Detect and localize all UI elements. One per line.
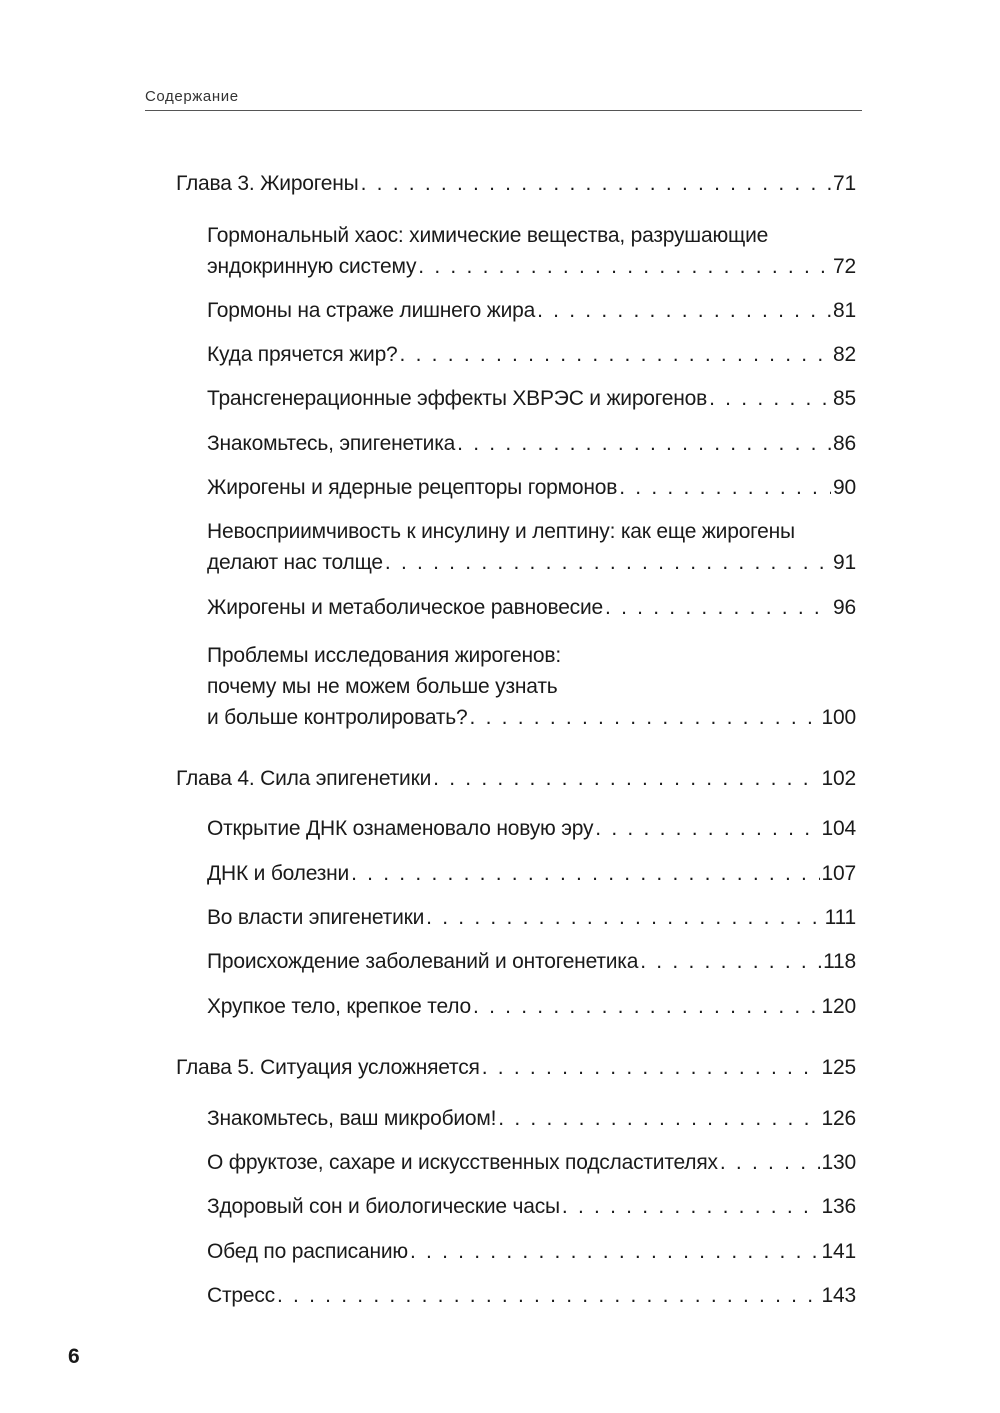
toc-page-number: 126 [821, 1107, 856, 1130]
toc-section-entry [207, 640, 856, 733]
toc-entry-last-line [207, 991, 856, 1022]
toc-entry-last-line [207, 339, 856, 370]
toc-entry-last-line [207, 813, 856, 844]
dot-leader [562, 1191, 820, 1222]
toc-page-number: 107 [821, 862, 856, 885]
toc-entry-title-line: Открытие ДНК ознаменовало новую эру [207, 817, 594, 840]
toc-entry-title-line: Обед по расписанию [207, 1240, 408, 1263]
dot-leader [473, 991, 820, 1022]
toc-entry-title-line: Во власти эпигенетики [207, 906, 425, 929]
toc-section-entry [207, 991, 856, 1022]
toc-section-entry [207, 1280, 856, 1311]
toc-entry-last-line [207, 547, 856, 578]
dot-leader [640, 946, 821, 977]
toc-entry-title-line: Невосприимчивость к инсулину и лептину: как еще жирогены [207, 520, 795, 543]
toc-entry-last-line [207, 1191, 856, 1222]
toc-section-entry [207, 383, 856, 414]
toc-entry-title-line: Трансгенерационные эффекты ХВРЭС и жирогенов [207, 387, 708, 410]
toc-entry-last-line [207, 251, 856, 282]
toc-entry-title-line: О фруктозе, сахаре и искусственных подсластителях [207, 1151, 718, 1174]
toc-section-entry [207, 339, 856, 370]
toc-page-number: 141 [821, 1240, 856, 1263]
toc-page-number: 136 [821, 1195, 856, 1218]
toc-page-number: 118 [823, 950, 856, 973]
toc-chapter-entry [176, 168, 856, 199]
toc-section-entry [207, 858, 856, 889]
toc-entry-title-line: Проблемы исследования жирогенов: [207, 644, 561, 667]
toc-section-entry [207, 220, 856, 282]
toc-entry-title-line: Знакомьтесь, эпигенетика [207, 432, 456, 455]
toc-entry-last-line [207, 902, 856, 933]
toc-page-number: 85 [833, 387, 856, 410]
toc-entry-last-line [207, 383, 856, 414]
running-header: Содержание [145, 88, 239, 105]
dot-leader [619, 472, 831, 503]
toc-entry-title-line: Глава 4. Сила эпигенетики [176, 767, 432, 790]
toc-page-number: 130 [821, 1151, 856, 1174]
toc-section-entry [207, 1147, 856, 1178]
toc-entry-title-line: Хрупкое тело, крепкое тело [207, 995, 472, 1018]
toc-page-number: 86 [833, 432, 856, 455]
toc-section-entry [207, 295, 856, 326]
toc-page-number: 125 [821, 1056, 856, 1079]
toc-entry-title-line: ДНК и болезни [207, 862, 350, 885]
dot-leader [537, 295, 831, 326]
toc-section-entry [207, 516, 856, 578]
dot-leader [470, 702, 820, 733]
toc-entry-last-line [207, 1280, 856, 1311]
dot-leader [426, 902, 823, 933]
dot-leader [385, 547, 831, 578]
toc-section-entry [207, 592, 856, 623]
dot-leader [361, 168, 831, 199]
dot-leader [418, 251, 831, 282]
toc-page-number: 72 [833, 255, 856, 278]
toc-entry-last-line [176, 1052, 856, 1083]
toc-entry-title-line: Здоровый сон и биологические часы [207, 1195, 560, 1218]
dot-leader [720, 1147, 820, 1178]
dot-leader [410, 1236, 820, 1267]
toc-section-entry [207, 902, 856, 933]
toc-entry-last-line [207, 428, 856, 459]
toc-entry-title-line: Гормоны на страже лишнего жира [207, 299, 536, 322]
toc-section-entry [207, 946, 856, 977]
toc-entry-title-line: эндокринную систему [207, 255, 417, 278]
toc-page-number: 90 [833, 476, 856, 499]
toc-section-entry [207, 472, 856, 503]
toc-chapter-entry [176, 763, 856, 794]
toc-entry-title-line: Стресс [207, 1284, 275, 1307]
toc-section-entry [207, 428, 856, 459]
header-rule [145, 110, 862, 111]
page-number: 6 [68, 1345, 80, 1368]
dot-leader [351, 858, 819, 889]
toc-page-number: 82 [833, 343, 856, 366]
toc-page-number: 143 [821, 1284, 856, 1307]
toc-page-number: 120 [821, 995, 856, 1018]
toc-page-number: 71 [833, 172, 856, 195]
toc-entry-last-line [176, 763, 856, 794]
toc-entry-title-line: Жирогены и метаболическое равновесие [207, 596, 603, 619]
toc-entry-last-line [207, 702, 856, 733]
toc-page-number: 104 [821, 817, 856, 840]
dot-leader [277, 1280, 820, 1311]
toc-chapter-entry [176, 1052, 856, 1083]
toc-entry-title-line: почему мы не можем больше узнать [207, 675, 558, 698]
toc-entry-title-line: Глава 5. Ситуация усложняется [176, 1056, 480, 1079]
dot-leader [482, 1052, 820, 1083]
toc-section-entry [207, 1103, 856, 1134]
dot-leader [433, 763, 819, 794]
dot-leader [709, 383, 831, 414]
dot-leader [457, 428, 831, 459]
toc-entry-title-line: Жирогены и ядерные рецепторы гормонов [207, 476, 618, 499]
toc-entry-last-line [207, 1147, 856, 1178]
toc-entry-last-line [176, 168, 856, 199]
toc-page-number: 96 [833, 596, 856, 619]
toc-entry-title-line: делают нас толще [207, 551, 383, 574]
dot-leader [498, 1103, 819, 1134]
toc-entry-last-line [207, 592, 856, 623]
toc-page-number: 100 [821, 706, 856, 729]
toc-entry-last-line [207, 472, 856, 503]
toc-entry-title-line: Гормональный хаос: химические вещества, разрушающие [207, 224, 769, 247]
dot-leader [605, 592, 831, 623]
toc-section-entry [207, 1236, 856, 1267]
toc-entry-title-line: Знакомьтесь, ваш микробиом! [207, 1107, 497, 1130]
toc-entry-title-line: Происхождение заболеваний и онтогенетика [207, 950, 639, 973]
toc-entry-title-line: Куда прячется жир? [207, 343, 398, 366]
toc-page-number: 102 [821, 767, 856, 790]
toc-entry-title-line: Глава 3. Жирогены [176, 172, 359, 195]
dot-leader [400, 339, 831, 370]
toc-page-number: 111 [824, 906, 856, 929]
toc-entry-last-line [207, 1236, 856, 1267]
toc-entry-last-line [207, 858, 856, 889]
toc-section-entry [207, 813, 856, 844]
toc-entry-title-line: и больше контролировать? [207, 706, 468, 729]
toc-entry-last-line [207, 946, 856, 977]
toc-entry-last-line [207, 1103, 856, 1134]
dot-leader [595, 813, 819, 844]
toc-entry-last-line [207, 295, 856, 326]
toc-page-number: 81 [833, 299, 856, 322]
toc-section-entry [207, 1191, 856, 1222]
toc-page-number: 91 [833, 551, 856, 574]
